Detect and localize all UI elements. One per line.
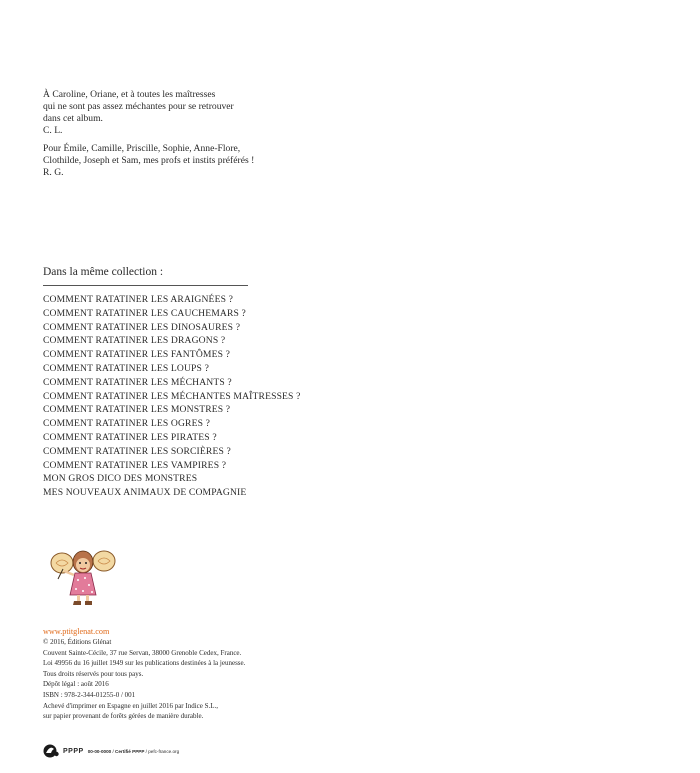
pefc-cert-text: 00-00-0000 / Certifié PPPP / pefc-france.org xyxy=(87,748,180,754)
pefc-logo-icon xyxy=(43,744,59,758)
dedication-signature: R. G. xyxy=(43,167,64,178)
legal-notice xyxy=(43,626,245,722)
list-item: COMMENT RATATINER LES MÉCHANTES MAÎTRESSES ? xyxy=(43,390,301,402)
legal-line: Achevé d'imprimer en Espagne en juillet 2016 par Indice S.L., xyxy=(43,701,219,710)
legal-line: Loi 49956 du 16 juillet 1949 sur les publications destinées à la jeunesse. xyxy=(43,659,246,668)
dedication-second xyxy=(43,143,254,179)
publisher-link[interactable]: www.ptitglenat.com xyxy=(43,627,110,636)
dedication-line: À Caroline, Oriane, et à toutes les maîtresses xyxy=(43,89,216,100)
list-item: COMMENT RATATINER LES VAMPIRES ? xyxy=(43,459,227,471)
dedication-line: dans cet album. xyxy=(43,113,103,124)
dedication-line: Clothilde, Joseph et Sam, mes profs et instits préférés ! xyxy=(43,155,255,166)
pefc-site: pefc-france.org xyxy=(148,748,180,754)
pefc-certification xyxy=(43,744,179,758)
list-item: COMMENT RATATINER LES MONSTRES ? xyxy=(43,404,231,416)
list-item: COMMENT RATATINER LES OGRES ? xyxy=(43,418,211,430)
collection-list xyxy=(43,265,301,500)
legal-line: Dépôt légal : août 2016 xyxy=(43,680,109,689)
list-item: COMMENT RATATINER LES MÉCHANTS ? xyxy=(43,376,232,388)
list-item: COMMENT RATATINER LES LOUPS ? xyxy=(43,362,209,374)
list-item: COMMENT RATATINER LES DRAGONS ? xyxy=(43,335,226,347)
collection-heading: Dans la même collection : xyxy=(43,266,164,278)
divider xyxy=(43,285,248,286)
pefc-cert-label: Certifié PPPP xyxy=(115,748,145,754)
legal-line: Couvent Sainte-Cécile, 37 rue Servan, 38000 Grenoble Cedex, France. xyxy=(43,648,242,657)
collection-titles xyxy=(43,293,301,500)
legal-line: Tous droits réservés pour tous pays. xyxy=(43,669,144,678)
list-item: COMMENT RATATINER LES ARAIGNÉES ? xyxy=(43,294,234,305)
dedication xyxy=(43,89,254,185)
legal-line: ISBN : 978-2-344-01255-0 / 001 xyxy=(43,690,136,699)
legal-line: © 2016, Éditions Glénat xyxy=(43,638,112,646)
teacher-character-illustration xyxy=(48,547,118,607)
list-item: COMMENT RATATINER LES DINOSAURES ? xyxy=(43,321,241,333)
list-item: COMMENT RATATINER LES CAUCHEMARS ? xyxy=(43,307,246,319)
pefc-code: PPPP xyxy=(63,747,84,755)
list-item: COMMENT RATATINER LES PIRATES ? xyxy=(43,431,217,443)
dedication-signature: C. L. xyxy=(43,125,63,136)
dedication-line: Pour Émile, Camille, Priscille, Sophie, Anne-Flore, xyxy=(43,143,241,154)
list-item: COMMENT RATATINER LES FANTÔMES ? xyxy=(43,349,231,361)
list-item: COMMENT RATATINER LES SORCIÈRES ? xyxy=(43,445,231,457)
dedication-first xyxy=(43,89,254,137)
pefc-number: 00-00-0000 xyxy=(87,748,112,754)
legal-line: sur papier provenant de forêts gérées de manière durable. xyxy=(43,712,204,721)
list-item: MES NOUVEAUX ANIMAUX DE COMPAGNIE xyxy=(43,487,247,499)
list-item: MON GROS DICO DES MONSTRES xyxy=(43,473,198,485)
dedication-line: qui ne sont pas assez méchantes pour se retrouver xyxy=(43,101,234,112)
